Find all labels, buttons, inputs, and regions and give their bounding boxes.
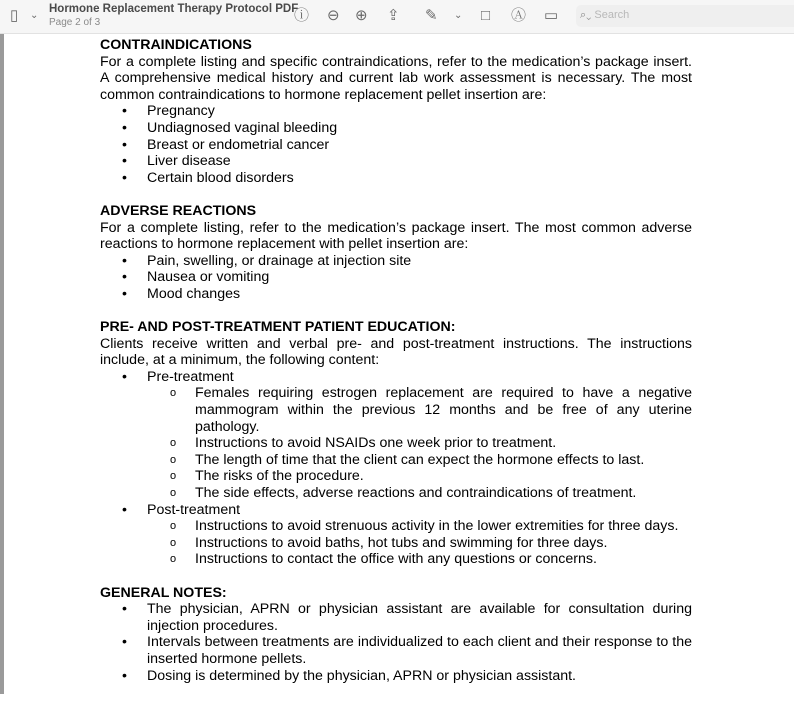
section-intro: For a complete listing, refer to the medication’s package insert. The most common adverse reactions to hormone replacement with pellet insertion are:: [100, 219, 692, 253]
list-item: • The physician, APRN or physician assistant are available for consultation during injection procedures.: [100, 601, 692, 634]
list-item: • Pain, swelling, or drainage at injection site: [100, 253, 692, 270]
pdf-page: [100, 37, 692, 701]
sub-list-item: o Instructions to contact the office with any questions or concerns.: [100, 551, 692, 568]
page-indicator: Page 2 of 3: [49, 17, 101, 28]
highlight-pen-icon[interactable]: ✎: [425, 7, 438, 24]
section-adverse-reactions: [100, 203, 692, 303]
list-item: • Liver disease: [100, 153, 692, 170]
sidebar-edge: [0, 34, 4, 694]
form-fill-icon[interactable]: ▭: [544, 7, 559, 24]
list-item: • Mood changes: [100, 286, 692, 303]
zoom-out-icon[interactable]: ⊖: [327, 7, 340, 24]
toolbar: [0, 0, 794, 34]
share-icon[interactable]: ⇪: [387, 7, 400, 24]
markup-icon[interactable]: Ⓐ: [511, 7, 527, 24]
rotate-icon[interactable]: □: [481, 7, 491, 24]
list-item: • Certain blood disorders: [100, 170, 692, 187]
list-item: • Dosing is determined by the physician, APRN or physician assistant.: [100, 668, 692, 685]
sub-list-item: o Instructions to avoid NSAIDs one week prior to treatment.: [100, 435, 692, 452]
chevron-down-icon[interactable]: ⌄: [454, 10, 463, 21]
info-icon[interactable]: ⓘ: [294, 7, 310, 24]
list-item: • Pregnancy: [100, 103, 692, 120]
search-placeholder: Search: [594, 9, 630, 21]
group-label: • Pre-treatment: [100, 369, 692, 386]
section-heading: GENERAL NOTES:: [100, 584, 227, 601]
list-item: • Nausea or vomiting: [100, 269, 692, 286]
section-heading: CONTRAINDICATIONS: [100, 37, 252, 53]
section-heading: PRE- AND POST-TREATMENT PATIENT EDUCATION:: [100, 319, 456, 336]
section-general-notes: [100, 585, 692, 685]
zoom-in-icon[interactable]: ⊕: [355, 7, 368, 24]
list-item: • Intervals between treatments are individualized to each client and their response to the inserted hormone pellets.: [100, 634, 692, 667]
section-contraindications: [100, 37, 692, 186]
document-title: Hormone Replacement Therapy Protocol PDF: [49, 3, 299, 15]
sub-list-item: o The risks of the procedure.: [100, 468, 692, 485]
sub-list-item: o Females requiring estrogen replacement are required to have a negative mammogram within the previous 12 months and be free of any uterine pathology.: [100, 385, 692, 435]
section-intro: Clients receive written and verbal pre- and post-treatment instructions. The instructions include, at a minimum, the following content:: [100, 335, 692, 369]
list-item: • Breast or endometrial cancer: [100, 137, 692, 154]
search-input[interactable]: [576, 5, 794, 27]
list-item: • Undiagnosed vaginal bleeding: [100, 120, 692, 137]
sub-list-item: o Instructions to avoid strenuous activity in the lower extremities for three days.: [100, 518, 692, 535]
section-intro: For a complete listing and specific contraindications, refer to the medication’s package insert. A comprehensive medical history and current lab work assessment is necessary. The most common contraindications to hormone replacement pellet insertion are:: [100, 53, 692, 103]
sub-list-item: o Instructions to avoid baths, hot tubs and swimming for three days.: [100, 535, 692, 552]
section-heading: ADVERSE REACTIONS: [100, 202, 257, 219]
chevron-down-icon[interactable]: ⌄: [30, 10, 39, 21]
sub-list-item: o The side effects, adverse reactions and contraindications of treatment.: [100, 485, 692, 502]
sidebar-toggle-icon[interactable]: ▯: [10, 7, 19, 24]
search-icon: ⌕⌄: [580, 9, 592, 21]
group-label: • Post-treatment: [100, 502, 692, 519]
sub-list-item: o The length of time that the client can expect the hormone effects to last.: [100, 452, 692, 469]
section-patient-education: [100, 319, 692, 568]
